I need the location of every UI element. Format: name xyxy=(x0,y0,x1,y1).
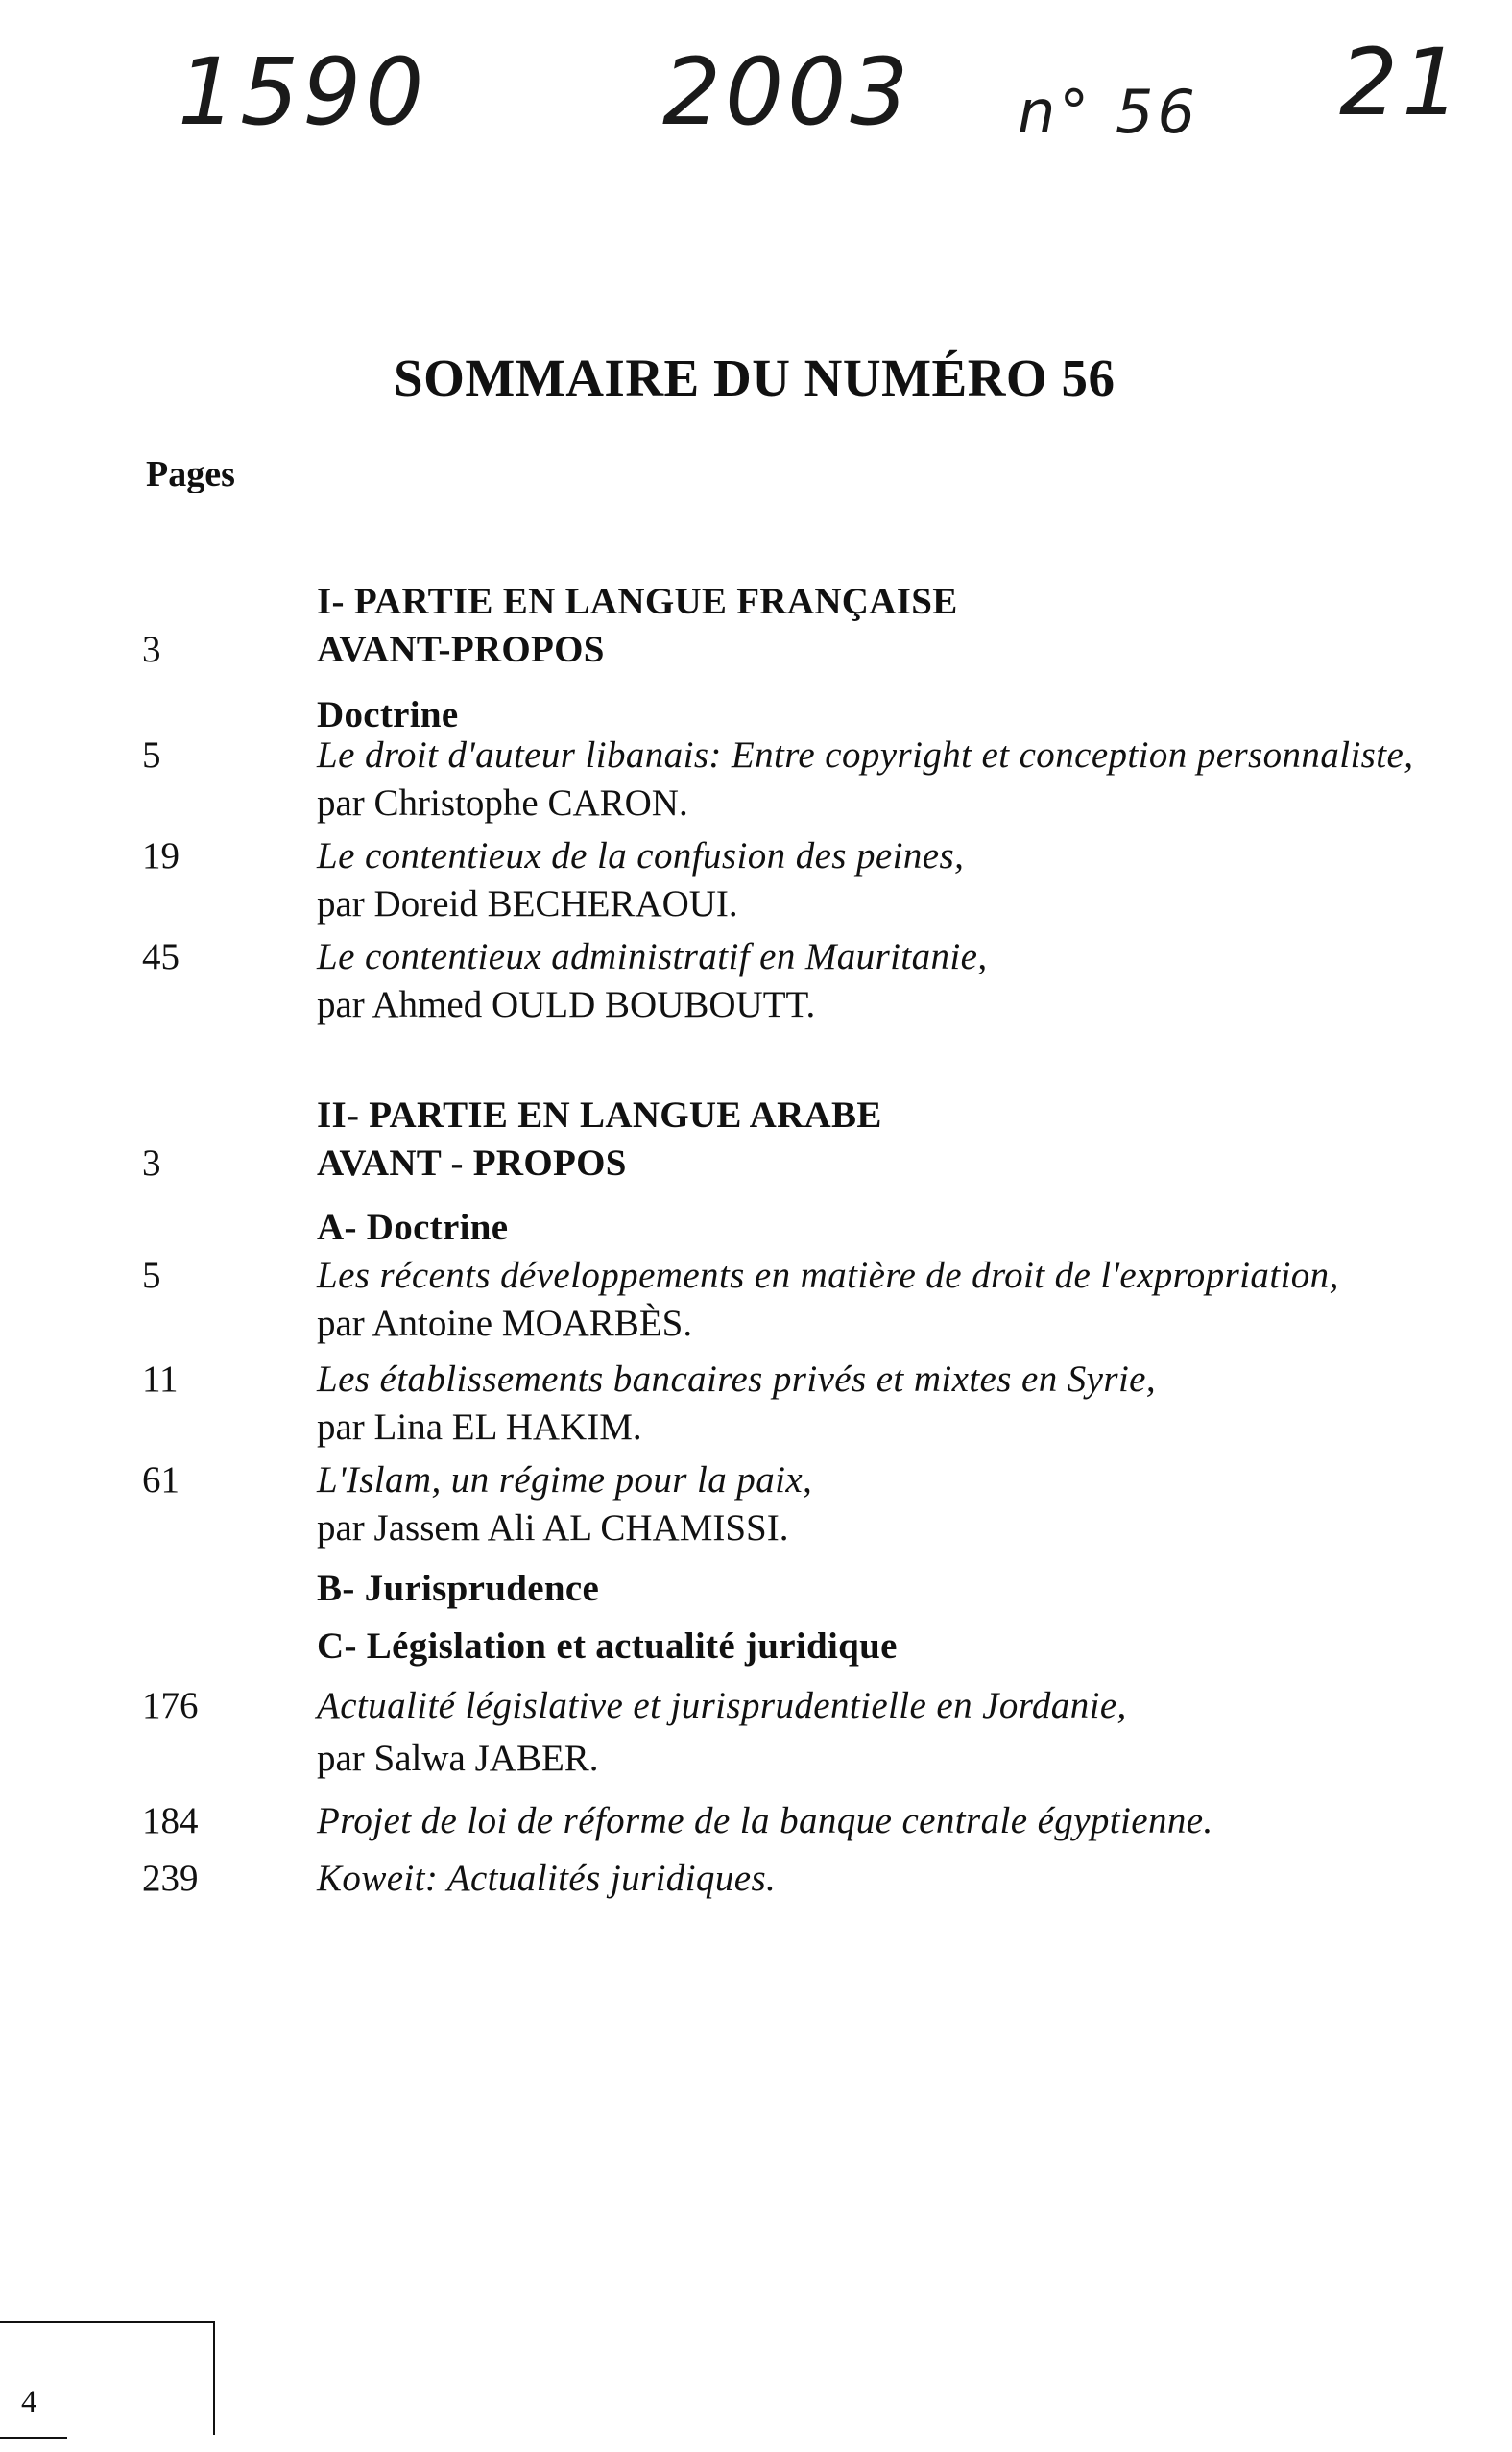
toc-heading: II- PARTIE EN LANGUE ARABE xyxy=(317,1094,882,1136)
toc-article-title: Les établissements bancaires privés et mixtes en Syrie, xyxy=(317,1358,1157,1400)
toc-entry xyxy=(0,1138,1512,1190)
toc-author: par Salwa JABER. xyxy=(317,1738,599,1779)
toc-heading: Doctrine xyxy=(317,694,459,735)
toc-entry xyxy=(0,576,1512,628)
toc-heading: B- Jurisprudence xyxy=(317,1568,600,1609)
toc-entry xyxy=(0,1853,1512,1905)
toc-page-number: 61 xyxy=(142,1459,180,1501)
toc-heading: I- PARTIE EN LANGUE FRANÇAISE xyxy=(317,581,958,622)
toc-article-title: Actualité législative et jurisprudentielle en Jordanie, xyxy=(317,1685,1127,1726)
toc-heading: AVANT - PROPOS xyxy=(317,1142,627,1184)
toc-author: par Christophe CARON. xyxy=(317,782,688,824)
toc-entry xyxy=(0,878,1512,930)
toc-entry xyxy=(0,624,1512,676)
toc-entry xyxy=(0,979,1512,1031)
toc-page-number: 3 xyxy=(142,629,161,670)
pages-column-label: Pages xyxy=(146,454,235,494)
toc-entry xyxy=(0,830,1512,882)
toc-article-title: Projet de loi de réforme de la banque centrale égyptienne. xyxy=(317,1800,1213,1841)
toc-author: par Doreid BECHERAOUI. xyxy=(317,883,738,925)
toc-heading: C- Législation et actualité juridique xyxy=(317,1625,898,1667)
toc-entry xyxy=(0,1202,1512,1254)
toc-article-title: Le droit d'auteur libanais: Entre copyright et conception personnaliste, xyxy=(317,734,1414,776)
footer-page-number: 4 xyxy=(21,2385,37,2419)
toc-author: par Lina EL HAKIM. xyxy=(317,1406,642,1448)
toc-page-number: 3 xyxy=(142,1142,161,1184)
toc-entry xyxy=(0,1250,1512,1302)
toc-entry xyxy=(0,931,1512,983)
toc-page-number: 239 xyxy=(142,1858,199,1899)
toc-page-number: 45 xyxy=(142,936,180,977)
toc-article-title: Les récents développements en matière de droit de l'expropriation, xyxy=(317,1255,1339,1296)
toc-page-number: 19 xyxy=(142,835,180,877)
toc-entry xyxy=(0,778,1512,829)
toc-entry xyxy=(0,1090,1512,1142)
toc-author: par Antoine MOARBÈS. xyxy=(317,1303,693,1344)
page-title: SOMMAIRE DU NUMÉRO 56 xyxy=(394,349,1116,407)
toc-heading: AVANT-PROPOS xyxy=(317,629,605,670)
toc-author: par Ahmed OULD BOUBOUTT. xyxy=(317,984,816,1025)
toc-entry xyxy=(0,1621,1512,1672)
footer-divider xyxy=(0,2437,67,2439)
toc-article-title: Le contentieux de la confusion des peines, xyxy=(317,835,965,877)
handwritten-year: 2003 xyxy=(662,38,913,146)
toc-entry xyxy=(0,1298,1512,1350)
toc-entry xyxy=(0,1454,1512,1506)
toc-article-title: Koweit: Actualités juridiques. xyxy=(317,1858,777,1899)
toc-entry xyxy=(0,1733,1512,1785)
toc-entry xyxy=(0,1563,1512,1615)
toc-page-number: 5 xyxy=(142,734,161,776)
toc-page-number: 184 xyxy=(142,1800,199,1841)
handwritten-issue: n° 56 xyxy=(1018,77,1199,147)
toc-author: par Jassem Ali AL CHAMISSI. xyxy=(317,1507,789,1549)
toc-page-number: 176 xyxy=(142,1685,199,1726)
toc-entry xyxy=(0,1354,1512,1406)
toc-entry xyxy=(0,730,1512,781)
toc-entry xyxy=(0,1402,1512,1454)
toc-entry xyxy=(0,1795,1512,1847)
toc-entry xyxy=(0,1680,1512,1732)
toc-heading: A- Doctrine xyxy=(317,1207,509,1248)
handwritten-corner: 21 xyxy=(1339,29,1465,136)
handwritten-number: 1590 xyxy=(178,38,428,146)
toc-entry xyxy=(0,1502,1512,1554)
toc-page-number: 5 xyxy=(142,1255,161,1296)
toc-article-title: Le contentieux administratif en Mauritanie, xyxy=(317,936,988,977)
toc-article-title: L'Islam, un régime pour la paix, xyxy=(317,1459,813,1501)
toc-page-number: 11 xyxy=(142,1358,179,1400)
